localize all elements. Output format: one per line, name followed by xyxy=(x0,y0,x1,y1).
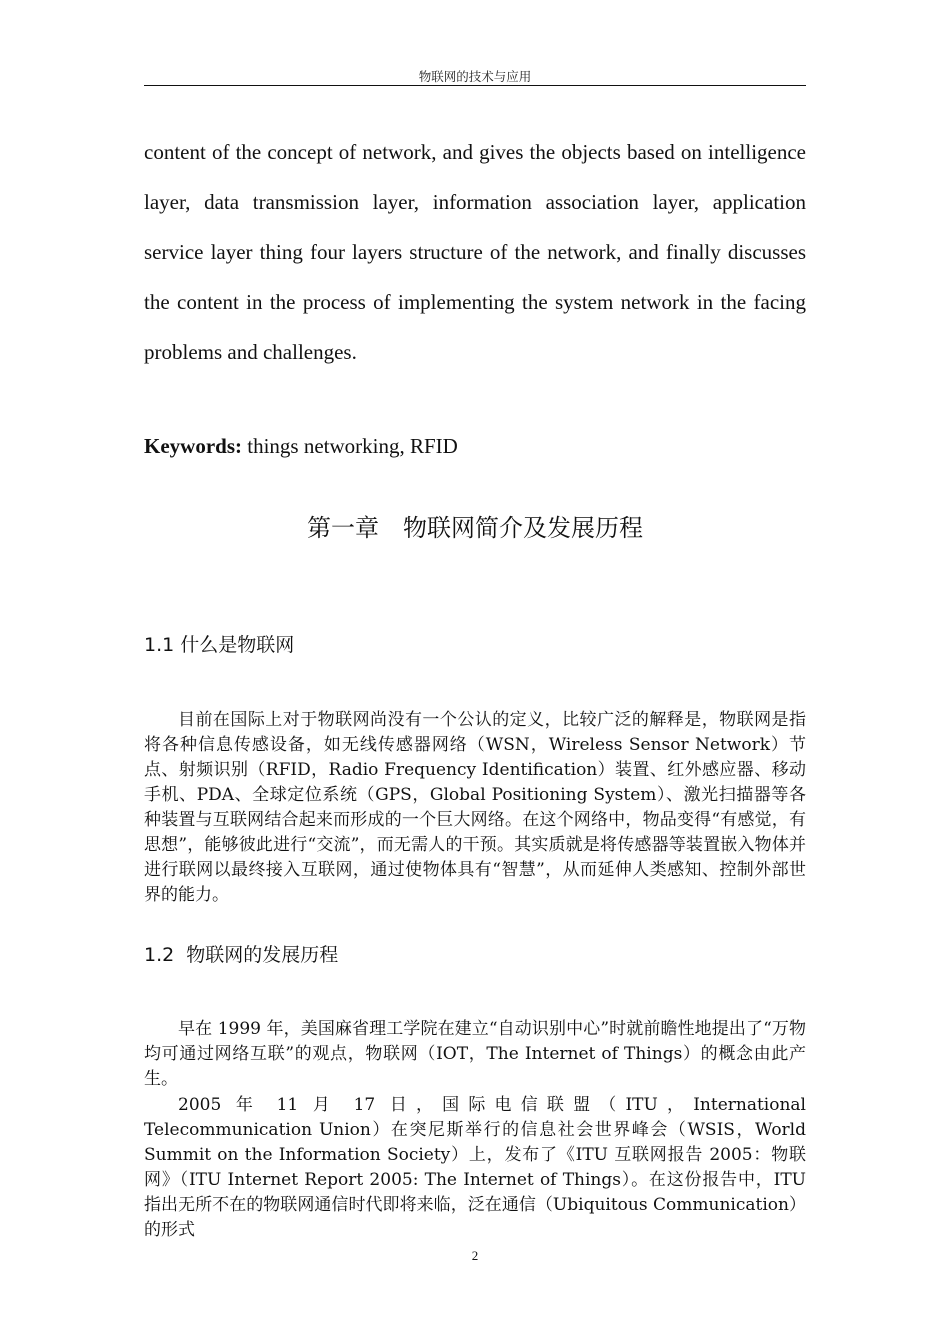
section-1-2-paragraph-2: 2005 年 11 月 17 日，国际电信联盟（ITU，International Telecommunication Union）在突尼斯举行的信息社会世界峰会（WSIS，World Summit on the Information Society）上，发布了《ITU 互联网报告 2005：物联网》（ITU Internet Report 2005: The Internet of Things）。在这份报告中，ITU 指出无所不在的物联网通信时代即将来临，泛在通信（Ubiquitous Communication）的形式 xyxy=(144,1095,806,1240)
section-1-1-paragraph: 目前在国际上对于物联网尚没有一个公认的定义，比较广泛的解释是，物联网是指将各种信息传感设备，如无线传感器网络（WSN，Wireless Sensor Network）节点、射频识别（RFID，Radio Frequency Identification）装置、红外感应器、移动手机、PDA、全球定位系统（GPS，Global Positioning System）、激光扫描器等各种装置与互联网结合起来而形成的一个巨大网络。在这个网络中，物品变得“有感觉，有思想”，能够彼此进行“交流”，而无需人的干预。其实质就是将传感器等装置嵌入物体并进行联网以最终接入互联网，通过使物体具有“智慧”，从而延伸人类感知、控制外部世界的能力。 xyxy=(144,710,807,905)
chapter-title: 第一章 物联网简介及发展历程 xyxy=(307,514,643,542)
keywords-line xyxy=(144,434,458,459)
header-divider xyxy=(144,85,806,86)
section-1-2-paragraph-1: 早在 1999 年，美国麻省理工学院在建立“自动识别中心”时就前瞻性地提出了“万物均可通过网络互联”的观点，物联网（IOT，The Internet of Things）的概念由此产生。 xyxy=(144,1019,806,1089)
keywords-label: Keywords: xyxy=(144,434,242,458)
keywords-value: things networking, RFID xyxy=(242,434,458,458)
section-title-1-1: 1.1 什么是物联网 xyxy=(144,634,295,656)
page-number: 2 xyxy=(471,1248,479,1263)
section-title-1-2: 1.2 物联网的发展历程 xyxy=(144,944,339,966)
page-header-title: 物联网的技术与应用 xyxy=(418,69,532,84)
abstract-paragraph: content of the concept of network, and gives the objects based on intelligence layer, data transmission layer, information association layer, application service layer thing four layers structure of the network, and finally discusses the content in the process of implementing the system network in the facing problems and challenges. xyxy=(144,140,806,364)
